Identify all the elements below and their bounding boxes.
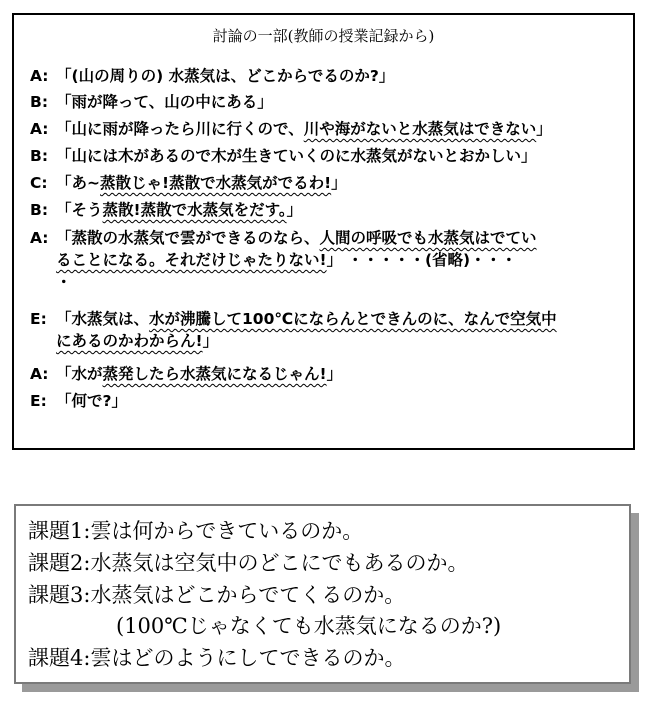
discussion-line-8: E: 「水蒸気は、水が沸騰して100℃にならんとできんのに、なんで空気中 にあるのかわからん!」 <box>30 308 625 352</box>
discussion-title: 討論の一部(教師の授業記録から) <box>212 27 435 45</box>
utterance-underlined: 蒸散!蒸散で水蒸気をだす。 <box>102 201 287 219</box>
utterance-continuation: ることになる。それだけじゃたりない!」 ・・・・・(省略)・・・ <box>56 251 517 269</box>
utterance: 「何で?」 <box>56 392 127 410</box>
utterance: 「雨が降って、山の中にある」 <box>56 93 273 111</box>
task-label: 課題2 <box>28 551 84 575</box>
task-text: :雲はどのようにしてできるのか。 <box>83 646 406 670</box>
speaker-label: B <box>30 93 42 111</box>
discussion-box <box>12 13 635 450</box>
task-3-note <box>116 611 501 641</box>
utterance-underlined: 蒸散じゃ!蒸散で水蒸気がでるわ! <box>100 174 332 192</box>
utterance: 「水蒸気は、 <box>56 310 150 328</box>
utterance: 「蒸散の水蒸気で雲ができるのなら、 <box>56 229 320 247</box>
discussion-line-5: C: 「あ~蒸散じゃ!蒸散で水蒸気がでるわ!」 <box>30 174 347 192</box>
utterance-underlined: ることになる。それだけじゃたりない! <box>56 251 327 269</box>
utterance: 「山には木があるので木が生きていくのに水蒸気がないとおかしい」 <box>56 147 537 165</box>
task-label: 課題4 <box>28 646 84 670</box>
utterance-underlined: にあるのかわからん! <box>56 332 203 350</box>
discussion-line-9: A: 「水が蒸発したら水蒸気になるじゃん!」 <box>30 365 343 383</box>
discussion-line-4: B: 「山には木があるので木が生きていくのに水蒸気がないとおかしい」 <box>30 147 537 165</box>
speaker-label: A <box>30 365 43 383</box>
utterance-continuation: にあるのかわからん!」 <box>56 332 219 350</box>
utterance: 「水が <box>56 365 103 383</box>
discussion-line-1: A: 「(山の周りの) 水蒸気は、どこからでるのか?」 <box>30 67 395 85</box>
tasks-box <box>14 504 631 684</box>
discussion-line-10: E: 「何で?」 <box>30 392 127 410</box>
task-1 <box>28 516 363 546</box>
task-label: 課題3 <box>28 583 84 607</box>
task-text: :雲は何からできているのか。 <box>83 519 364 543</box>
utterance: 「(山の周りの) 水蒸気は、どこからでるのか?」 <box>56 67 395 85</box>
task-text: (100℃じゃなくても水蒸気になるのか?) <box>116 614 502 638</box>
task-4 <box>28 643 405 673</box>
utterance-continuation: ・ <box>56 273 72 291</box>
discussion-line-6: B: 「そう蒸散!蒸散で水蒸気をだす。」 <box>30 201 303 219</box>
utterance-underlined: 水が沸騰して100℃にならんとできんのに、なんで空気中 <box>149 310 557 328</box>
task-3 <box>28 580 405 610</box>
task-label: 課題1 <box>28 519 84 543</box>
speaker-label: B <box>30 201 42 219</box>
utterance: 「そう <box>56 201 103 219</box>
utterance-underlined: 人間の呼吸でも水蒸気はでてい <box>319 229 537 247</box>
speaker-label: E <box>30 310 41 328</box>
discussion-line-7: A: 「蒸散の水蒸気で雲ができるのなら、人間の呼吸でも水蒸気はでてい ることになる。それだけじゃたりない!」 ・・・・・(省略)・・・ ・ <box>30 227 625 293</box>
utterance: 「山に雨が降ったら川に行くので、 <box>56 120 304 138</box>
speaker-label: A <box>30 229 43 247</box>
utterance-underlined: 蒸発したら水蒸気になるじゃん! <box>102 365 327 383</box>
task-text: :水蒸気は空気中のどこにでもあるのか。 <box>83 551 469 575</box>
utterance-underlined: 川や海がないと水蒸気はできない <box>303 120 537 138</box>
speaker-label: C <box>30 174 42 192</box>
discussion-line-3: A: 「山に雨が降ったら川に行くので、川や海がないと水蒸気はできない」 <box>30 120 552 138</box>
speaker-label: A <box>30 120 43 138</box>
speaker-label: B <box>30 147 42 165</box>
speaker-label: E <box>30 392 41 410</box>
speaker-label: A <box>30 67 43 85</box>
discussion-line-2: B: 「雨が降って、山の中にある」 <box>30 93 273 111</box>
task-2 <box>28 548 468 578</box>
utterance: 「あ~ <box>56 174 100 192</box>
task-text: :水蒸気はどこからでてくるのか。 <box>83 583 406 607</box>
